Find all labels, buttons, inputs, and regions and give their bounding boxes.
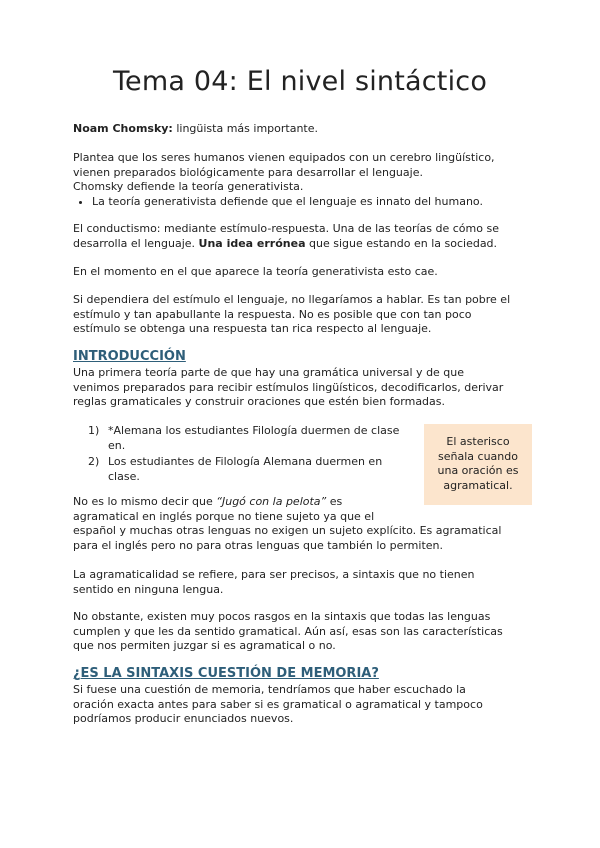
- text-line: agramatical en inglés porque no tiene sujeto ya que el: [73, 509, 375, 523]
- bullet-item: • La teoría generativista defiende que el lenguaje es innato del humano.: [92, 195, 495, 210]
- page-title: Tema 04: El nivel sintáctico: [112, 66, 488, 97]
- note-line: señala cuando: [438, 449, 518, 463]
- text-line: podríamos producir enunciados nuevos.: [73, 712, 294, 726]
- list-item: [88, 455, 418, 484]
- text-line: La agramaticalidad se refiere, para ser precisos, a sintaxis que no tienen: [73, 568, 475, 581]
- paragraph-chomsky: [73, 122, 318, 137]
- chomsky-desc: lingüista más importante.: [172, 122, 319, 135]
- paragraph-momento: En el momento en el que aparece la teoría generativista esto cae.: [73, 265, 438, 278]
- text-line: *Alemana los estudiantes Filología duermen de clase: [108, 424, 400, 437]
- note-line: El asterisco: [446, 435, 510, 448]
- text-line: Chomsky defiende la teoría generativista.: [73, 180, 304, 194]
- text-line: reglas gramaticales y construir oraciones que estén bien formadas.: [73, 395, 446, 409]
- paragraph-intro: [73, 366, 503, 410]
- text-line: en.: [108, 438, 126, 452]
- list-number: 2): [88, 455, 100, 469]
- side-note: [424, 424, 532, 505]
- text-line: para el inglés pero no para otras lenguas que también lo permiten.: [73, 539, 443, 553]
- paragraph-agramaticalidad: [73, 568, 475, 597]
- bold-span: Una idea errónea: [198, 236, 306, 250]
- text-span: es: [326, 495, 343, 508]
- paragraph-rasgos: [73, 610, 503, 654]
- paragraph-estimulo: [73, 293, 510, 337]
- text-line: El conductismo: mediante estímulo-respuesta. Una de las teorías de cómo se: [73, 222, 499, 235]
- note-line: agramatical.: [443, 479, 513, 493]
- heading-memoria: ¿ES LA SINTAXIS CUESTIÓN DE MEMORIA?: [73, 666, 379, 681]
- text-line: Plantea que los seres humanos vienen equipados con un cerebro lingüístico,: [73, 151, 495, 164]
- bullet-list: [73, 195, 495, 210]
- text-span: desarrolla el lenguaje.: [73, 236, 199, 250]
- note-line: una oración es: [437, 464, 519, 478]
- list-item: [88, 424, 418, 453]
- italic-quote: “Jugó con la pelota”: [216, 495, 327, 508]
- numbered-list: [88, 424, 418, 487]
- paragraph-memoria: [73, 683, 483, 727]
- text-line: que nos permiten juzgar si es agramatical o no.: [73, 639, 336, 653]
- text-line: oración exacta antes para saber si es gramatical o agramatical y tampoco: [73, 697, 483, 711]
- text-line: [73, 237, 499, 252]
- text-line: Si dependiera del estímulo el lenguaje, no llegaríamos a hablar. Es tan pobre el: [73, 293, 511, 306]
- text-line: español y muchas otras lenguas no exigen un sujeto explícito. Es agramatical: [73, 524, 502, 538]
- paragraph-pelota: [73, 495, 501, 554]
- text-line: Una primera teoría parte de que hay una gramática universal y de que: [73, 366, 465, 379]
- text-line: No obstante, existen muy pocos rasgos en la sintaxis que todas las lenguas: [73, 610, 491, 623]
- paragraph-conductismo: [73, 222, 499, 251]
- text-line: estímulo y tan apabullante la respuesta. No es posible que con tan poco: [73, 307, 472, 321]
- heading-introduccion: INTRODUCCIÓN: [73, 349, 186, 364]
- text-line: [73, 495, 501, 510]
- text-line: venimos preparados para recibir estímulos lingüísticos, decodificarlos, derivar: [73, 380, 504, 394]
- text-line: clase.: [108, 470, 140, 484]
- chomsky-name: Noam Chomsky:: [73, 122, 173, 135]
- paragraph-plantea: [73, 151, 495, 210]
- text-span: No es lo mismo decir que: [73, 495, 217, 508]
- text-line: vienen preparados biológicamente para desarrollar el lenguaje.: [73, 165, 423, 179]
- text-line: Los estudiantes de Filología Alemana duermen en: [108, 455, 383, 469]
- text-span: que sigue estando en la sociedad.: [305, 236, 498, 250]
- list-number: 1): [88, 424, 100, 437]
- text-line: sentido en ninguna lengua.: [73, 582, 224, 596]
- text-line: cumplen y que les da sentido gramatical. Aún así, esas son las características: [73, 624, 503, 638]
- text-line: estímulo se obtenga una respuesta tan rica respecto al lenguaje.: [73, 322, 432, 336]
- text-line: Si fuese una cuestión de memoria, tendríamos que haber escuchado la: [73, 683, 466, 696]
